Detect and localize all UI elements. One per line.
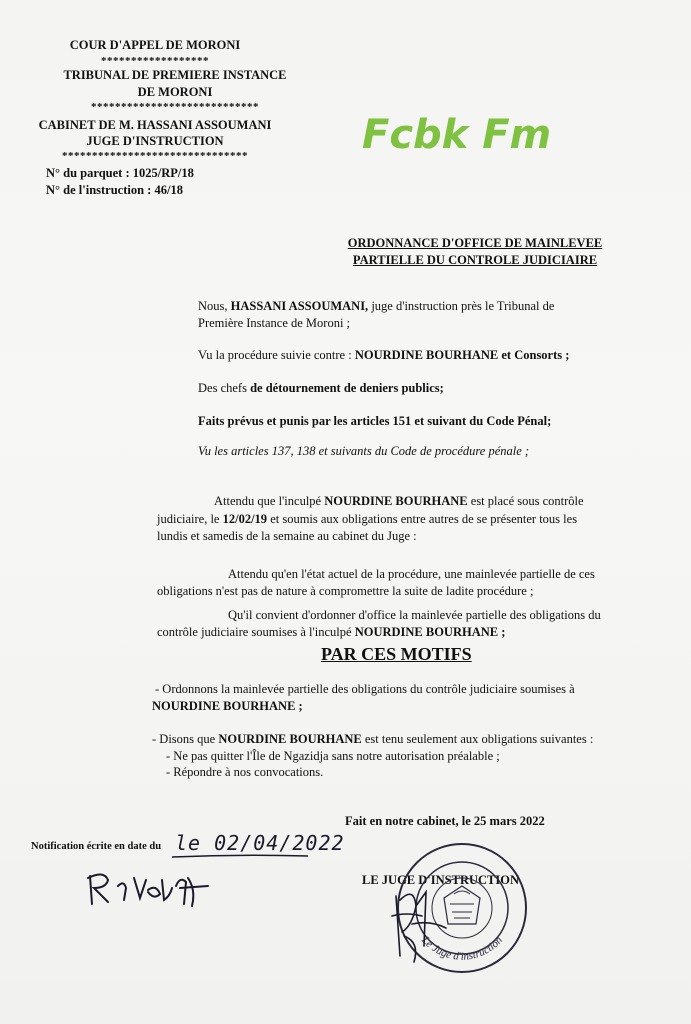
intro-faits: Faits prévus et punis par les articles 151 et suivant du Code Pénal; — [198, 414, 552, 428]
attendu2-line1: Attendu qu'en l'état actuel de la procédure, une mainlevée partielle de ces — [228, 567, 595, 581]
notification-label: Notification écrite en date du — [31, 841, 162, 852]
accused-name: NOURDINE BOURHANE — [218, 732, 362, 746]
accused-name: NOURDINE BOURHANE ; — [354, 625, 506, 639]
attendu2-line2: obligations n'est pas de nature à compromettre la suite de ladite procédure ; — [157, 584, 534, 598]
court-name: COUR D'APPEL DE MORONI — [69, 38, 241, 52]
text: Attendu que l'inculpé — [214, 494, 325, 508]
accused-name: NOURDINE BOURHANE et Consorts ; — [354, 348, 570, 362]
notification-handwritten-date: le 02/04/2022 — [175, 831, 345, 855]
text: est tenu seulement aux obligations suivantes : — [361, 732, 594, 746]
tribunal-name: TRIBUNAL DE PREMIERE INSTANCE — [63, 68, 287, 82]
fait-date: Fait en notre cabinet, le 25 mars 2022 — [345, 814, 545, 828]
separator-stars: **************************** — [91, 101, 259, 113]
judge-name: HASSANI ASSOUMANI, — [230, 299, 369, 313]
quil-line1: Qu'il convient d'ordonner d'office la mainlevée partielle des obligations du — [228, 608, 601, 622]
intro-vu-articles: Vu les articles 137, 138 et suivants du Code de procédure pénale ; — [198, 444, 530, 458]
ordonnons-line2: NOURDINE BOURHANE ; — [152, 699, 303, 713]
separator-stars: ******************************* — [62, 150, 248, 162]
parquet-number: N° du parquet : 1025/RP/18 — [46, 166, 194, 180]
text: Nous, — [198, 299, 231, 313]
ordonnons-line1: - Ordonnons la mainlevée partielle des obligations du contrôle judiciaire soumises à — [155, 682, 575, 696]
signature-title: LE JUGE D'INSTRUCTION — [362, 873, 519, 887]
date: 12/02/19 — [222, 512, 268, 526]
attendu1-line2 — [157, 511, 577, 528]
recipient-signature — [84, 866, 224, 912]
text: Des chefs — [198, 381, 251, 395]
separator-stars: ****************** — [101, 55, 209, 67]
text: contrôle judiciaire soumises à l'inculpé — [157, 625, 355, 639]
intro-nous — [198, 298, 554, 315]
notification-underline — [170, 853, 310, 859]
text: Vu la procédure suivie contre : — [198, 348, 355, 362]
text: - Disons que — [152, 732, 219, 746]
accused-name: NOURDINE BOURHANE — [324, 494, 468, 508]
judge-signature — [386, 876, 506, 972]
attendu1-line1 — [214, 493, 584, 510]
attendu1-line3: lundis et samedis de la semaine au cabinet du Juge : — [157, 529, 417, 543]
document-title-line1: ORDONNANCE D'OFFICE DE MAINLEVEE — [347, 236, 603, 250]
tribunal-city: DE MORONI — [137, 85, 213, 99]
text: et soumis aux obligations entre autres de se présenter tous les — [267, 512, 578, 526]
instruction-number: N° de l'instruction : 46/18 — [46, 183, 183, 197]
document-title-line2: PARTIELLE DU CONTROLE JUDICIAIRE — [352, 253, 598, 267]
cabinet-name: CABINET DE M. HASSANI ASSOUMANI — [38, 118, 272, 132]
watermark-text: Fcbk Fm — [362, 112, 552, 158]
disons-line — [152, 731, 593, 748]
stamp-text: Le Juge d'instruction — [419, 934, 505, 963]
text: judiciaire, le — [157, 512, 223, 526]
obligation-item-2: - Répondre à nos convocations. — [166, 765, 324, 779]
text: juge d'instruction près le Tribunal de — [368, 299, 555, 313]
intro-chefs — [198, 380, 444, 397]
intro-nous-line2: Première Instance de Moroni ; — [198, 316, 351, 330]
juge-title: JUGE D'INSTRUCTION — [86, 134, 224, 148]
section-heading-motifs: PAR CES MOTIFS — [321, 644, 472, 664]
quil-line2 — [157, 624, 505, 641]
text: est placé sous contrôle — [467, 494, 584, 508]
intro-vu — [198, 347, 569, 364]
obligation-item-1: - Ne pas quitter l'Île de Ngazidja sans notre autorisation préalable ; — [166, 749, 500, 763]
charge: de détournement de deniers publics; — [250, 381, 444, 395]
